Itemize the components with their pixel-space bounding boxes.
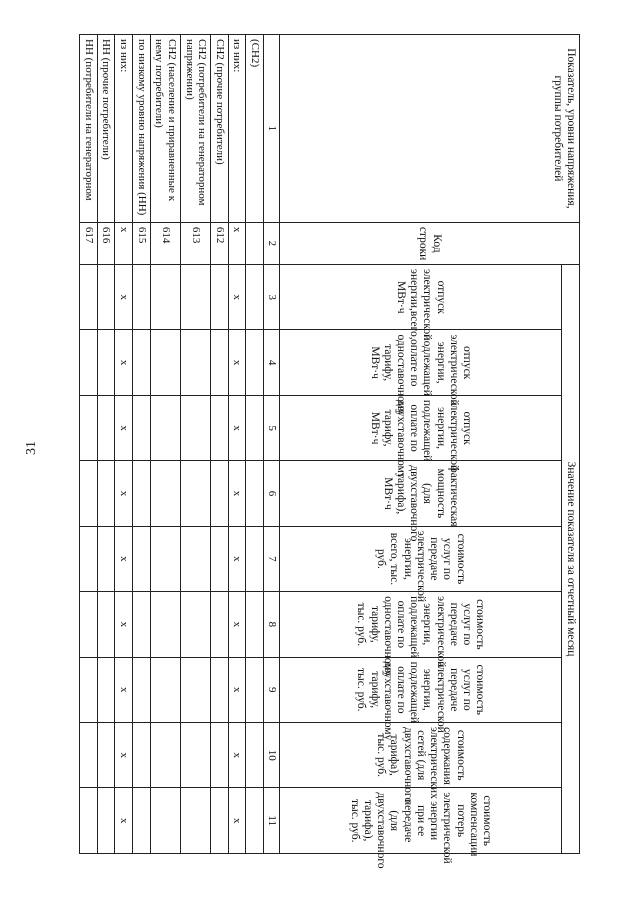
row-value (246, 461, 264, 526)
header-col-6: фактическая мощность (для двухставочного тарифа), МВт·ч (279, 461, 561, 526)
row-value (246, 395, 264, 460)
row-value: x (228, 657, 246, 722)
row-label: из них: (115, 35, 133, 223)
table-row (246, 35, 264, 854)
header-col-8: стоимость услуг по передаче электрической энергии, подлежащей оплате по одноставочному тарифу, тыс. руб. (279, 592, 561, 657)
row-value (246, 330, 264, 395)
row-value (80, 395, 98, 460)
row-value (180, 788, 210, 854)
row-value (80, 461, 98, 526)
row-value (180, 526, 210, 591)
row-value: x (115, 526, 133, 591)
row-value (180, 330, 210, 395)
row-value (80, 657, 98, 722)
row-value (211, 265, 229, 330)
row-value (211, 788, 229, 854)
row-code: x (115, 222, 133, 264)
row-value (211, 461, 229, 526)
table-row (228, 35, 246, 854)
row-value (80, 330, 98, 395)
row-value (97, 330, 115, 395)
row-value (150, 330, 180, 395)
row-value: x (228, 395, 246, 460)
row-value (97, 788, 115, 854)
row-value (180, 592, 210, 657)
table-body (80, 35, 264, 854)
row-value (150, 722, 180, 787)
row-label: СН2 (население и приравненные к нему потребители) (150, 35, 180, 223)
row-value: x (228, 265, 246, 330)
row-value (211, 526, 229, 591)
row-value (150, 788, 180, 854)
row-code: 617 (80, 222, 98, 264)
row-code: 612 (211, 222, 229, 264)
header-col-7: стоимость услуг по передаче электрической энергии, всего, тыс. руб. (279, 526, 561, 591)
row-value (80, 788, 98, 854)
row-value: x (228, 722, 246, 787)
header-col-4: отпуск электрической энергии, подлежащей оплате по одноставочному тарифу, МВт·ч (279, 330, 561, 395)
header-group: Значение показателя за отчетный месяц (561, 265, 579, 854)
row-value (97, 592, 115, 657)
header-col-3: отпуск электрической энергии,всего, МВт·ч (279, 265, 561, 330)
row-value (80, 592, 98, 657)
row-value (211, 592, 229, 657)
row-value: x (115, 330, 133, 395)
column-number: 7 (264, 526, 280, 591)
row-value (80, 526, 98, 591)
table-row (133, 35, 151, 854)
column-number: 4 (264, 330, 280, 395)
row-value: x (115, 788, 133, 854)
row-value (133, 526, 151, 591)
row-value: x (115, 722, 133, 787)
row-code: 614 (150, 222, 180, 264)
row-label: СН2 (прочие потребители) (211, 35, 229, 223)
header-code: Код строки (279, 222, 579, 264)
row-value (150, 461, 180, 526)
row-code: 615 (133, 222, 151, 264)
table-row (150, 35, 180, 854)
row-value (150, 265, 180, 330)
column-number: 5 (264, 395, 280, 460)
row-value (150, 657, 180, 722)
row-value (246, 526, 264, 591)
row-value (180, 395, 210, 460)
row-value (97, 526, 115, 591)
table-row (180, 35, 210, 854)
header-col-11: стоимость компенсации потерь электрической энергии при ее передаче (для двухставочного тарифа), тыс. руб. (279, 788, 561, 854)
row-value (211, 330, 229, 395)
row-value: x (115, 265, 133, 330)
header-col-5: отпуск электрической энергии, подлежащей оплате по двухставочному тарифу, МВт·ч (279, 395, 561, 460)
row-value (180, 722, 210, 787)
row-code (246, 222, 264, 264)
header-col-10: стоимость содержания электрических сетей (для двухставочного тарифа), тыс. руб. (279, 722, 561, 787)
table-row (97, 35, 115, 854)
column-number: 6 (264, 461, 280, 526)
row-code: 613 (180, 222, 210, 264)
header-col-9: стоимость услуг по передаче электрической энергии, подлежащей оплате по двухставочному тарифу, тыс. руб. (279, 657, 561, 722)
column-number: 11 (264, 788, 280, 854)
table-row (211, 35, 229, 854)
column-number: 1 (264, 35, 280, 223)
table-row (115, 35, 133, 854)
column-number: 10 (264, 722, 280, 787)
column-number: 3 (264, 265, 280, 330)
row-label: по низкому уровню напряжения (НН) (133, 35, 151, 223)
page-number: 31 (24, 441, 39, 455)
row-value (246, 722, 264, 787)
row-label: НН (потребители на генераторном (80, 35, 98, 223)
row-value (133, 657, 151, 722)
row-label: из них: (228, 35, 246, 223)
table-row (80, 35, 98, 854)
row-code: 616 (97, 222, 115, 264)
row-value: x (228, 461, 246, 526)
row-value (133, 395, 151, 460)
row-code: x (228, 222, 246, 264)
row-value (133, 330, 151, 395)
row-value: x (115, 461, 133, 526)
row-value: x (228, 592, 246, 657)
row-value: x (228, 788, 246, 854)
row-value: x (228, 526, 246, 591)
row-value (133, 592, 151, 657)
row-value (180, 265, 210, 330)
row-value (133, 722, 151, 787)
row-value (97, 265, 115, 330)
row-value (246, 657, 264, 722)
report-table (79, 34, 580, 869)
row-label: НН (прочие потребители) (97, 35, 115, 223)
row-value (246, 592, 264, 657)
row-value (180, 657, 210, 722)
row-value: x (115, 592, 133, 657)
header-indicator: Показатель, уровни напряжения, группы потребителей (279, 35, 579, 223)
row-value (211, 395, 229, 460)
row-label: (СН2) (246, 35, 264, 223)
row-value (97, 722, 115, 787)
row-value (180, 461, 210, 526)
column-number-row (264, 35, 280, 854)
row-value (211, 722, 229, 787)
row-value (133, 788, 151, 854)
row-value (150, 592, 180, 657)
row-value (97, 461, 115, 526)
column-number: 8 (264, 592, 280, 657)
row-value (133, 461, 151, 526)
row-label: СН2 (потребители на генераторном напряжении) (180, 35, 210, 223)
row-value (97, 657, 115, 722)
row-value (246, 265, 264, 330)
row-value (246, 788, 264, 854)
row-value (211, 657, 229, 722)
row-value: x (115, 395, 133, 460)
row-value (80, 722, 98, 787)
column-number: 9 (264, 657, 280, 722)
row-value: x (115, 657, 133, 722)
row-value (80, 265, 98, 330)
report-table-rotated (80, 34, 580, 869)
row-value (150, 395, 180, 460)
row-value (150, 526, 180, 591)
row-value (133, 265, 151, 330)
row-value (97, 395, 115, 460)
row-value: x (228, 330, 246, 395)
column-number: 2 (264, 222, 280, 264)
